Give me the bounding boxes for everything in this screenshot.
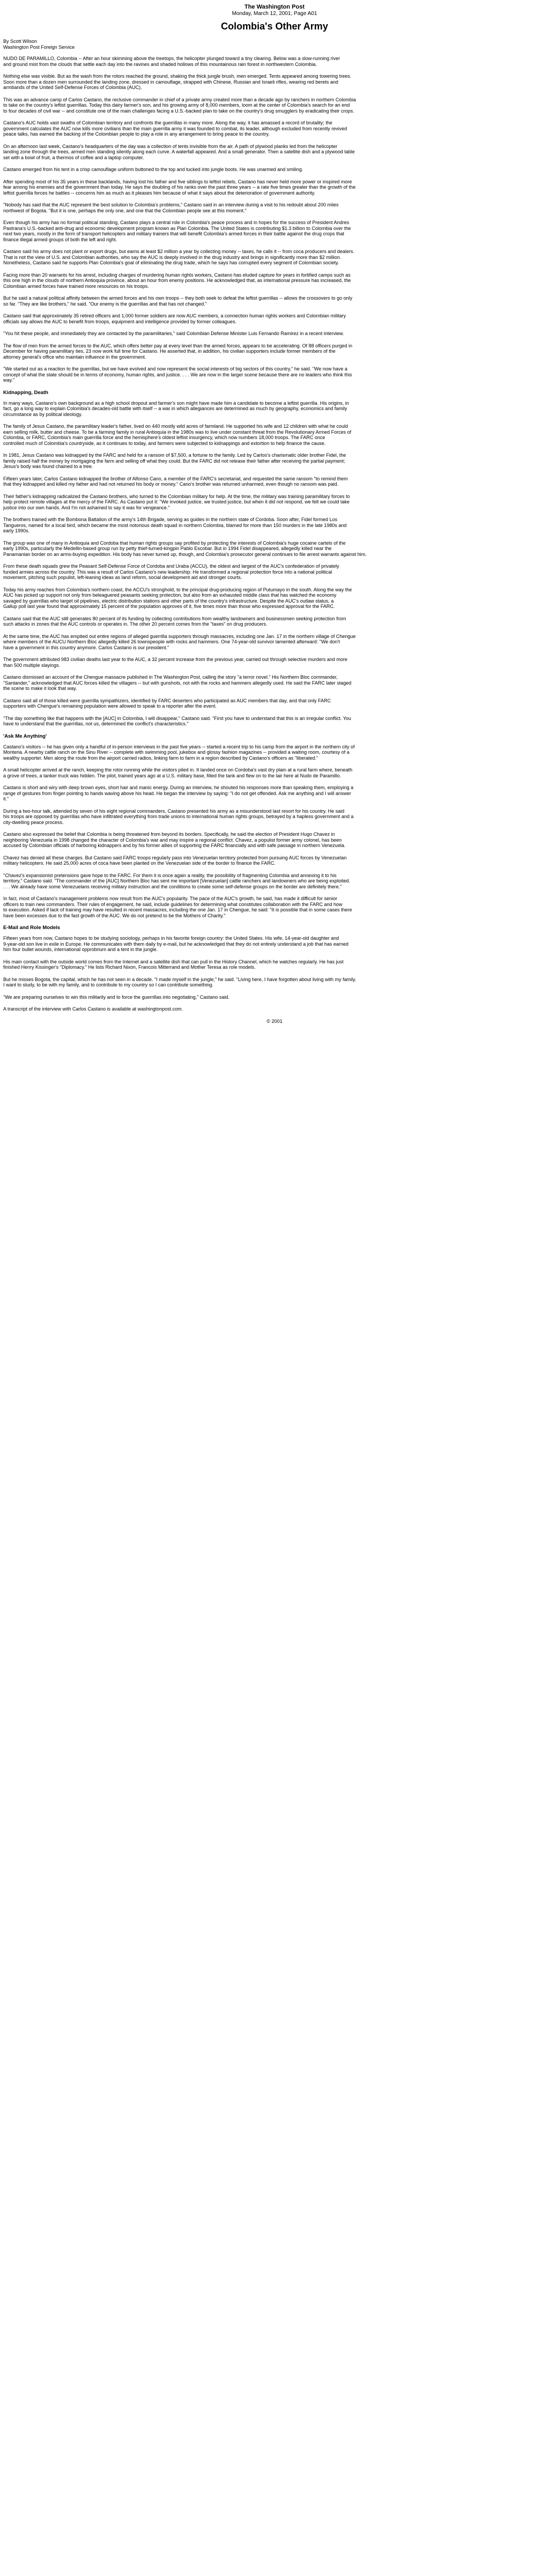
- article-paragraph: "The day something like that happens with the [AUC] in Colombia, I will disappear," Castano said. "First you have to understand that this is an irregular conflict. You have to understand that the guerrillas, not us, determined the conflict's characteristics.": [3, 715, 351, 726]
- article-paragraph: This was an advance camp of Carlos Castano, the reclusive commander in chief of a private army created more than a decade ago by ranchers in northern Colombia to take on the country's leftist guerrillas. Today this dairy farmer's son, and his growing army of 8,000 members, loom at the center of Colombia's search for an end to four decades of civil war -- and constitute one of the main challenges facing a U.S.-backed plan to take on the country's drug smugglers by eradicating their crops.: [3, 96, 356, 114]
- article-paragraph: His main contact with the outside world comes from the Internet and a satellite dish that can pull in the History Channel, which he watches regularly. He has just finished Henry Kissinger's "Diplomacy." He lists Richard Nixon, Francois Mitterrand and Mother Teresa as role models.: [3, 959, 344, 970]
- article-paragraph: Chavez has denied all these charges. But Castano said FARC troops regularly pass into Venezuelan territory protected from pursuing AUC forces by Venezuelan military helicopters. He said 25,000 acres of coca have been planted on the Venezuelan side of the border to finance the FARC.: [3, 855, 347, 866]
- article-paragraph: The brothers trained with the Bombona Battalion of the army's 14th Brigade, serving as guides in the northern state of Cordoba. Soon after, Fidel formed Los Tangueros, named for a local bird, which became the most notorious death squad in northern Colombia, blamed for more than 150 murders in the late 1980s and early 1990s.: [3, 517, 347, 533]
- section-heading: Kidnapping, Death: [3, 389, 48, 396]
- article-paragraph: On an afternoon last week, Castano's headquarters of the day was a collection of tents invisible from the air. A path of plywood planks led from the helicopter landing zone through the trees, armed men standing silently along each curve. A waterfall appeared. And a small generator. Then a satellite dish and a plywood table set with a bowl of fruit, a thermos of coffee and a laptop computer.: [3, 143, 355, 160]
- article-paragraph: "We are preparing ourselves to win this militarily and to force the guerrillas into negotiating," Castano said.: [3, 994, 229, 1000]
- article-paragraph: During a two-hour talk, attended by seven of his eight regional commanders, Castano presented his army as a misunderstood last resort for his country. He said his troops are opposed by guerrillas who have infiltrated everything from trade unions to international human rights groups, betrayed by a hapless government and a city-dwelling peace process.: [3, 808, 354, 825]
- article-paragraph: Fifteen years from now, Castano hopes to be studying sociology, perhaps in his favorite foreign country: the United States. His wife, 14-year-old daughter and 9-year-old son live in exile in Europe. He communicates with them daily by e-mail, but he acknowledged that they do not entirely understand a job that has earned him four bullet wounds, international opprobrium and a tent in the jungle.: [3, 936, 348, 952]
- article-paragraph: Castano said that approximately 35 retired officers and 1,000 former soldiers are now AUC members, a connection human rights workers and Colombian military officials say allows the AUC to benefit from troops, equipment and intelligence provided by former colleagues.: [3, 313, 346, 324]
- article-section: [3, 56, 546, 383]
- article-paragraph: Facing more than 20 warrants for his arrest, including charges of murdering human rights workers, Castano has eluded capture for years in fortified camps such as this one high in the clouds of northern Antioquia province, about an hour from enemy positions. He acknowledged that, as international pressure has increased, the Colombian armed forces have trained more resources on his troops.: [3, 272, 351, 289]
- article-paragraph: In fact, most of Castano's management problems now result from the AUC's popularity. The pace of the AUC's growth, he said, has made it difficult for senior officers to train new commanders. Their rules of engagement, he said, include guidelines for determining what constitutes collaboration with the FARC and how to execution. Asked if lack of training may have resulted in recent massacres, including the one Jan. 17 in Chengue, he said: "It is possible that in some cases there have been excesses due to the fast growth of the AUC. We do not pretend to be the Mothers of Charity.": [3, 896, 352, 918]
- article-paragraph: Castano dismissed an account of the Chengue massacre published in The Washington Post, calling the story "a terror novel." His Northern Bloc commander, "Santander," acknowledged that AUC forces killed the villagers -- but with gunshots, not with the rocks and hammers allegedly used. He said the FARC later staged the scene to make it look that way.: [3, 674, 352, 691]
- headline: Colombia's Other Army: [221, 21, 328, 32]
- publication-name: The Washington Post: [244, 4, 305, 10]
- article-paragraph: But he said a natural political affinity between the armed forces and his own troops -- they both seek to defeat the leftist guerrillas -- allows the crossovers to go only so far. "They are like brothers," he said. "Our enemy is the guerrillas and that has not changed.": [3, 295, 353, 307]
- article-paragraph: Their father's kidnapping radicalized the Castano brothers, who turned to the Colombian military for help. At the time, the military was training paramilitary forces to help protect remote villages at the mercy of the FARC. As Castano put it: "We invoked justice, we trusted justice, but when it did not respond, we felt we could take justice into our own hands. And I'm not ashamed to say it was for vengeance.": [3, 493, 350, 510]
- article-paragraph: Castano's visitors -- he has given only a handful of in-person interviews in the past five years -- started a recent trip to his camp from the airport in the northern city of Monteria. A nearby cattle ranch on the Sinu River -- complete with swimming pool, jukebox and glossy fashion magazines -- provided a waiting room, courtesy of a wealthy supporter. Men along the route from the airport carried radios, linking farm to farm in a region described by Castano's officers as "liberated.": [3, 744, 355, 761]
- copyright: © 2001: [266, 1018, 283, 1024]
- byline: [3, 39, 546, 50]
- article-paragraph: The group was one of many in Antioquia and Cordoba that human rights groups say profited by protecting the interests of Colombia's huge cocaine cartels of the early 1990s, particularly the Medellin-based group run by petty thief-turned-kingpin Pablo Escobar. But in 1994 Fidel disappeared, allegedly killed near the Panamanian border on an arms-buying expedition. His body has never turned up, though, and Colombia's prosecutor general continues to file arrest warrants against him.: [3, 540, 367, 557]
- article-paragraph: A small helicopter arrived at the ranch, keeping the rotor running while the visitors piled in. It landed once on Cordoba's vast dry plain at a rural farm where, beneath a grove of trees, a tanker truck was hidden. The pilot, trained years ago at a U.S. military base, filled the tank and flew on to the lair here at Nudo de Paramillo.: [3, 767, 353, 778]
- article-paragraph: Even though his army has no formal political standing, Castano plays a central role in Colombia's peace process and in hopes for the success of President Andres Pastrana's U.S.-backed anti-drug and economic development program known as Plan Colombia. The United States is contributing $1.3 billion to Colombia over the next two years, mostly in the form of transport helicopters and military trainers that will benefit Colombia's armed forces in their battle against the drug crops that finance illegal armed groups of both the left and right.: [3, 220, 351, 242]
- article-paragraph: Castano said that the AUC still generates 80 percent of its funding by collecting contributions from wealthy landowners and businessmen seeking protection from such attacks in zones that the AUC controls or operates in. The other 20 percent comes from the "taxes" on drug producers.: [3, 615, 346, 627]
- article-paragraph: A transcript of the interview with Carlos Castano is available at washingtonpost.com.: [3, 1006, 183, 1012]
- article-paragraph: "Nobody has said that the AUC represent the best solution to Colombia's problems," Castano said in an interview during a visit to his redoubt about 200 miles northwest of Bogota. "But it is one, perhaps the only one, and one that the Colombian people see at this moment.": [3, 202, 339, 213]
- article-paragraph: The family of Jesus Castano, the paramilitary leader's father, lived on 440 mostly wild acres of farmland. He supported his wife and 12 children with what he could earn selling milk, butter and cheese. To be a farming family in rural Antioquia in the 1980s was to live under constant threat from the Revolutionary Armed Forces of Colombia, or FARC, Colombia's main guerrilla force and the hemisphere's oldest leftist insurgency, which now numbers 18,000 troops. The FARC once controlled much of Colombia's countryside, as it continues to today, and farmers were subjected to kidnappings and extortion to help finance the cause.: [3, 424, 352, 446]
- article-paragraph: The government attributed 983 civilian deaths last year to the AUC, a 32 percent increase from the previous year, carried out through selective murders and more than 500 multiple slayings.: [3, 657, 347, 668]
- article-paragraph: In 1981, Jesus Castano was kidnapped by the FARC and held for a ransom of $7,500, a fortune to the family. Led by Carlos's charismatic older brother Fidel, the family raised half the money by mortgaging the farm and selling off what they could. But the FARC did not release their father after receiving the partial payment; Jesus's body was found chained to a tree.: [3, 452, 346, 469]
- article-paragraph: NUDO DE PARAMILLO, Colombia -- After an hour skimming above the treetops, the helicopter plunged toward a tiny clearing. Below was a slow-running river and ground mist from the clouds that settle each day into the ravines and shaded hollows of this mountainous rain forest in northwestern Colombia.: [3, 56, 340, 67]
- dateline: Monday, March 12, 2001; Page A01: [232, 11, 317, 17]
- article-paragraph: Castano is short and wiry with deep brown eyes, short hair and manic energy. During an interview, he shouted his responses more than speaking them, employing a range of gestures from finger pointing to hands waving above his head. He began the interview by saying: "I do not get offended. Ask me anything and I will answer it.": [3, 785, 354, 801]
- article-paragraph: "Chavez's expansionist pretensions gave hope to the FARC. For them it is once again a reality, the possibility of fragmenting Colombia and annexing it to his territory," Castano said. "The commander of the [AUC] Northern Bloc has sent me important [Venezuelan] cattle ranchers and landowners who are being exploited. . . . We already have some Venezuelans receiving military instruction and the conditions to create some self-defense groups on the border are definitely there.": [3, 872, 351, 889]
- article-paragraph: The flow of men from the armed forces to the AUC, which offers better pay at every level than the armed forces, appears to be accelerating. Of 88 officers purged in December for having paramilitary ties, 23 now work full time for Castano. He asserted that, in addition, his civilian supporters include former members of the attorney general's office who maintain influence in the government.: [3, 343, 353, 360]
- article-paragraph: After spending most of his 35 years in these backlands, having lost his father and five siblings to leftist rebels, Castano has never held more power or inspired more fear among his enemies and the government than today. He says the doubling of his ranks over the past three years -- a rate five times greater than the growth of the leftist guerrilla forces he battles -- concerns him as much as it pleases him because of what it says about the deterioration of government authority.: [3, 179, 356, 196]
- masthead: [3, 3, 546, 32]
- article-section: [3, 925, 546, 1012]
- article-paragraph: Castano emerged from his tent in a crisp camouflage uniform buttoned to the top and tucked into jungle boots. He was unarmed and smiling.: [3, 167, 303, 172]
- article-paragraph: At the same time, the AUC has emptied out entire regions of alleged guerrilla supporters through massacres, including one Jan. 17 in the northern village of Chengue where members of the AUCU Northern Bloc allegedly killed 26 townspeople with rocks and hammers. One 74-year-old survivor lamented afterward: "We don't have a government in this country anymore. Carlos Castano is our president.": [3, 633, 356, 650]
- article-paragraph: Castano said all of those killed were guerrilla sympathizers, identified by FARC deserters who participated as AUC members that day, and that only FARC supporters with Chengue's remaining population were allowed to speak to a reporter after the event.: [3, 697, 331, 709]
- byline-service: Washington Post Foreign Service: [3, 44, 75, 50]
- article-paragraph: From these death squads grew the Peasant Self-Defense Force of Cordoba and Uraba (ACCU), the oldest and largest of the AUC's confederation of privately funded armies across the country. This was a result of Carlos Castano's new leadership: He transformed a regional protection force into a national political movement, pitching such populist, left-leaning ideas as land reform, social development aid and stronger courts.: [3, 563, 339, 580]
- section-heading: 'Ask Me Anything': [3, 733, 47, 739]
- article-section: [3, 733, 546, 919]
- article-paragraph: Nothing else was visible. But as the wash from the rotors reached the ground, shaking the thick jungle brush, men emerged. Tents appeared among towering trees. Soon more than a dozen men surrounded the landing zone, dressed in camouflage, strapped with Chinese, Russian and Israeli rifles, wearing red berets and armbands of the United Self-Defense Forces of Colombia (AUC).: [3, 73, 352, 90]
- article-body: [3, 56, 546, 1012]
- article-paragraph: "We started out as a reaction to the guerrillas, but we have evolved and now represent the social interests of big sectors of this country," he said. "We now have a concept of what the state should be in terms of economy, human rights, and justice. . . . We are now in the larger scene because there are no leaders who think this way.": [3, 366, 352, 383]
- article-paragraph: Castano also expressed the belief that Colombia is being threatened from beyond its borders. Specifically, he said the election of President Hugo Chavez in neighboring Venezuela in 1998 changed the character of Colombia's war and may inspire a regional conflict. Chavez, a populist former army colonel, has been accused by Colombian officials of harboring kidnappers and by his former allies of supporting the FARC financially and with safe passage in northern Venezuela.: [3, 832, 346, 848]
- byline-author: By Scott Wilson: [3, 39, 38, 44]
- section-heading: E-Mail and Role Models: [3, 925, 61, 931]
- article-paragraph: Castano said his army does not plant or export drugs, but earns at least $2 million a year by collecting money -- taxes, he calls it -- from coca producers and dealers. That is not the view of U.S. and Colombian authorities, who say the AUC is deeply involved in the drug industry and brings in significantly more than $2 million. Nonetheless, Castano said he supports Plan Colombia's goal of eliminating the drug trade, which he says has corrupted every segment of Colombian society.: [3, 249, 354, 265]
- article-paragraph: Today his army reaches from Colombia's northern coast, the ACCU's stronghold, to the principal drug-producing region of Putumayo in the south. Along the way the AUC has picked up support not only from beleaguered peasants seeking protection, but also from an exhausted middle class that has watched the economy savaged by guerrillas who target oil pipelines, electric distribution stations and other parts of the country's infrastructure. Despite the AUC's outlaw status, a Gallup poll last year found that approximately 15 percent of the population approves of it, five times more than those who expressed approval for the FARC.: [3, 587, 352, 609]
- article-paragraph: In many ways, Castano's own background as a high school dropout and farmer's son might have made him a candidate to become a leftist guerrilla. His origins, in fact, go a long way to explain Colombia's decades-old battle with itself -- a war in which allegiances are determined as much by geography, economics and family circumstance as by political ideology.: [3, 400, 349, 417]
- article-section: [3, 390, 546, 727]
- article-page: [0, 0, 549, 1035]
- article-paragraph: Fifteen years later, Carlos Castano kidnapped the brother of Alfonso Cano, a member of the FARC's secretariat, and requested the same ransom "to remind them that they kidnapped and killed my father and had not returned his body or money." Cano's brother was returned unharmed, even though no ransom was paid.: [3, 476, 348, 487]
- article-paragraph: "You hit these people, and immediately they are contacted by the paramilitaries," said Colombian Defense Minister Luis Fernando Ramirez in a recent interview.: [3, 331, 344, 336]
- article-paragraph: Castano's AUC holds vast swaths of Colombian territory and confronts the guerrillas in many more. Along the way, it has amassed a record of brutality; the government calculates the AUC now kills more civilians than the main guerrilla army it was founded to combat, its leader, although excluded from recently revived peace talks, has earned the backing of the Colombian people to play a role in any arrangement to bring peace to the country.: [3, 120, 347, 137]
- article-paragraph: But he misses Bogota, the capital, which he has not seen in a decade. "I made myself in the jungle," he said. "Living here, I have forgotten about living with my family. I want to study, to be with my family, and to contribute to my country so I can contribute something.: [3, 976, 357, 988]
